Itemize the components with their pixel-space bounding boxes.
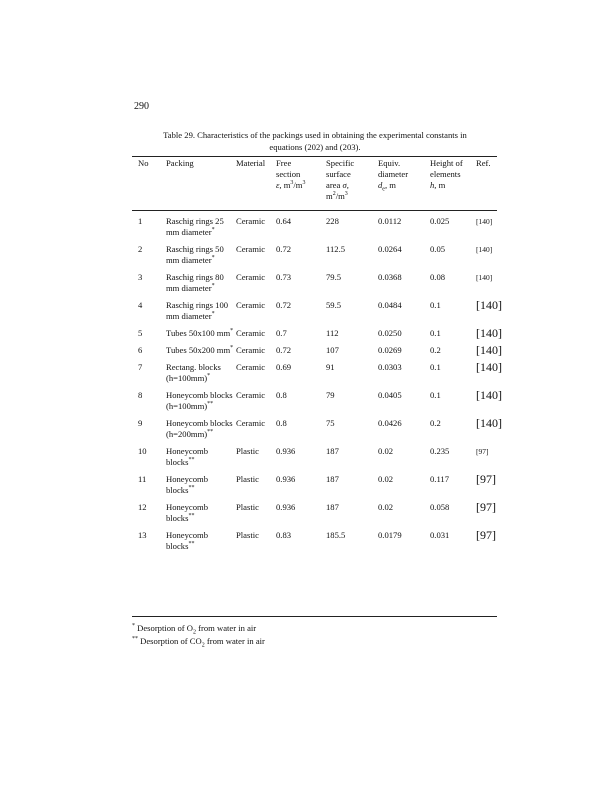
cell-height [430, 356, 476, 384]
cell-free-section-text: 0.73 [276, 272, 292, 282]
table-row [132, 384, 503, 412]
cell-packing-text: Honeycomb blocks [166, 502, 209, 523]
cell-ref-text: [97] [476, 472, 496, 486]
cell-packing-text: Raschig rings 80 mm diameter [166, 272, 224, 293]
cell-free-section-text: 0.72 [276, 300, 292, 310]
cell-equiv-diameter-text: 0.0426 [378, 418, 402, 428]
cell-packing-text: Raschig rings 100 mm diameter [166, 300, 229, 321]
cell-packing [166, 266, 236, 294]
cell-height [430, 496, 476, 524]
cell-material [236, 356, 276, 384]
cell-height [430, 468, 476, 496]
cell-ref-text: [140] [476, 298, 502, 312]
cell-height-text: 0.031 [430, 530, 450, 540]
cell-equiv-diameter-text: 0.0405 [378, 390, 402, 400]
cell-equiv-diameter [378, 322, 430, 339]
header-area-line3: area σ, [326, 180, 349, 190]
cell-packing-text: Rectang. blocks (h=100mm) [166, 362, 221, 383]
cell-specific-area-text: 112 [326, 328, 339, 338]
cell-height-text: 0.1 [430, 328, 441, 338]
header-height [430, 158, 476, 210]
table-body [132, 210, 503, 552]
cell-packing [166, 440, 236, 468]
cell-ref [476, 412, 503, 440]
footnote-mark: ** [188, 457, 195, 464]
footnote-mark: ** [188, 513, 195, 520]
cell-no [132, 322, 166, 339]
cell-specific-area-text: 59.5 [326, 300, 342, 310]
cell-ref-text: [140] [476, 217, 493, 226]
footnote-mark: ** [188, 485, 195, 492]
cell-free-section [276, 440, 326, 468]
header-free-line3 [276, 180, 326, 191]
cell-specific-area-text: 79 [326, 390, 335, 400]
cell-equiv-diameter [378, 384, 430, 412]
cell-material [236, 210, 276, 238]
cell-ref-text: [140] [476, 245, 493, 254]
cell-height-text: 0.058 [430, 502, 450, 512]
table-row [132, 440, 503, 468]
footnote-1-mark: * [132, 623, 135, 630]
cell-no [132, 468, 166, 496]
header-equiv-symbol: d [378, 180, 383, 190]
cell-equiv-diameter-text: 0.0112 [378, 216, 402, 226]
packings-table [132, 158, 503, 552]
caption-line-2: equations (202) and (203). [269, 142, 361, 152]
header-height-line2: elements [430, 169, 461, 179]
header-area-unit2: /m [335, 191, 345, 201]
cell-free-section-text: 0.8 [276, 390, 287, 400]
table-row [132, 294, 503, 322]
cell-material [236, 294, 276, 322]
footnote-2 [132, 635, 265, 648]
table-row [132, 322, 503, 339]
cell-height-text: 0.1 [430, 300, 441, 310]
footnote-1-text-post: from water in air [196, 623, 257, 633]
cell-material [236, 238, 276, 266]
cell-height [430, 384, 476, 412]
cell-ref-text: [97] [476, 528, 496, 542]
footnote-2-mark: ** [132, 636, 138, 643]
cell-free-section-text: 0.83 [276, 530, 292, 540]
cell-packing [166, 412, 236, 440]
cell-no [132, 524, 166, 552]
cell-material-text: Ceramic [236, 244, 266, 254]
cell-ref-text: [140] [476, 326, 502, 340]
cell-equiv-diameter [378, 294, 430, 322]
cell-specific-area-text: 79.5 [326, 272, 342, 282]
cell-ref [476, 356, 503, 384]
header-area-exp2: 3 [344, 191, 348, 198]
cell-free-section [276, 238, 326, 266]
footnote-1 [132, 622, 265, 635]
cell-free-section [276, 524, 326, 552]
cell-height [430, 524, 476, 552]
cell-height-text: 0.2 [430, 345, 441, 355]
cell-equiv-diameter-text: 0.0179 [378, 530, 402, 540]
cell-equiv-diameter [378, 412, 430, 440]
cell-no-text: 10 [138, 446, 147, 456]
cell-packing-text: Honeycomb blocks [166, 446, 209, 467]
cell-packing [166, 496, 236, 524]
cell-equiv-diameter [378, 238, 430, 266]
cell-free-section-text: 0.936 [276, 446, 296, 456]
cell-no [132, 266, 166, 294]
cell-packing [166, 384, 236, 412]
cell-free-section-text: 0.936 [276, 474, 296, 484]
cell-packing-text: Raschig rings 25 mm diameter [166, 216, 224, 237]
header-equiv-line3 [378, 180, 430, 191]
cell-specific-area [326, 468, 378, 496]
header-area-line1: Specific [326, 158, 355, 168]
cell-material [236, 266, 276, 294]
cell-height-text: 0.1 [430, 362, 441, 372]
header-free-symbol: ε [276, 180, 280, 190]
footnote-2-sub: 2 [201, 642, 205, 649]
table-header-row [132, 158, 503, 210]
cell-ref [476, 524, 503, 552]
header-free-unit2: /m [293, 180, 303, 190]
cell-free-section-text: 0.69 [276, 362, 292, 372]
cell-packing [166, 210, 236, 238]
cell-free-section-text: 0.72 [276, 345, 292, 355]
cell-free-section [276, 468, 326, 496]
cell-packing [166, 322, 236, 339]
header-equiv-line1: Equiv. [378, 158, 401, 168]
cell-ref [476, 266, 503, 294]
cell-specific-area [326, 384, 378, 412]
cell-free-section-text: 0.936 [276, 502, 296, 512]
cell-specific-area [326, 266, 378, 294]
cell-ref-text: [97] [476, 500, 496, 514]
cell-no [132, 412, 166, 440]
header-area-exp1: 2 [332, 191, 336, 198]
cell-specific-area [326, 339, 378, 356]
cell-material-text: Ceramic [236, 300, 266, 310]
cell-material-text: Ceramic [236, 328, 266, 338]
header-height-line1: Height of [430, 158, 463, 168]
table-row [132, 468, 503, 496]
header-free-line2: section [276, 169, 301, 179]
cell-specific-area [326, 440, 378, 468]
cell-free-section-text: 0.7 [276, 328, 287, 338]
cell-no-text: 8 [138, 390, 143, 400]
cell-specific-area [326, 412, 378, 440]
cell-ref [476, 468, 503, 496]
cell-free-section [276, 412, 326, 440]
cell-no-text: 5 [138, 328, 143, 338]
cell-height [430, 266, 476, 294]
cell-free-section [276, 266, 326, 294]
cell-material [236, 384, 276, 412]
cell-free-section [276, 356, 326, 384]
footnote-2-text-pre: Desorption of CO [140, 636, 202, 646]
header-material: Material [236, 158, 266, 168]
cell-material-text: Ceramic [236, 272, 266, 282]
cell-height [430, 440, 476, 468]
cell-specific-area-text: 75 [326, 418, 335, 428]
cell-no-text: 7 [138, 362, 143, 372]
header-equiv-diameter [378, 158, 430, 210]
cell-no-text: 6 [138, 345, 143, 355]
cell-packing-text: Honeycomb blocks (h=200mm) [166, 418, 233, 439]
cell-no-text: 13 [138, 530, 147, 540]
footnote-1-text-pre: Desorption of O [137, 623, 194, 633]
header-equiv-sub: e [382, 186, 385, 193]
table-top-rule [132, 156, 497, 157]
header-specific-area [326, 158, 378, 210]
cell-equiv-diameter-text: 0.0484 [378, 300, 402, 310]
cell-equiv-diameter-text: 0.0269 [378, 345, 402, 355]
cell-ref-text: [140] [476, 360, 502, 374]
table-bottom-rule [132, 616, 497, 617]
cell-equiv-diameter-text: 0.02 [378, 446, 394, 456]
cell-ref [476, 210, 503, 238]
cell-material [236, 496, 276, 524]
cell-equiv-diameter-text: 0.0303 [378, 362, 402, 372]
header-equiv-unit: , m [384, 180, 396, 190]
cell-no [132, 238, 166, 266]
header-height-symbol: h [430, 180, 435, 190]
cell-packing [166, 356, 236, 384]
cell-specific-area [326, 524, 378, 552]
table-row [132, 524, 503, 552]
cell-free-section-text: 0.8 [276, 418, 287, 428]
cell-height-text: 0.2 [430, 418, 441, 428]
cell-equiv-diameter-text: 0.02 [378, 474, 394, 484]
cell-no-text: 11 [138, 474, 147, 484]
cell-specific-area-text: 187 [326, 474, 339, 484]
table-row [132, 412, 503, 440]
footnote-mark: * [211, 311, 215, 318]
cell-free-section-text: 0.64 [276, 216, 292, 226]
header-height-line3 [430, 180, 476, 191]
cell-equiv-diameter [378, 339, 430, 356]
cell-equiv-diameter [378, 266, 430, 294]
cell-material [236, 524, 276, 552]
cell-no [132, 356, 166, 384]
cell-packing-text: Raschig rings 50 mm diameter [166, 244, 224, 265]
table-row [132, 210, 503, 238]
cell-ref-text: [140] [476, 273, 493, 282]
header-free-line1: Free [276, 158, 292, 168]
footnotes [132, 622, 265, 648]
cell-height [430, 210, 476, 238]
header-area-label: area [326, 180, 343, 190]
cell-specific-area-text: 185.5 [326, 530, 346, 540]
cell-equiv-diameter-text: 0.02 [378, 502, 394, 512]
header-no: No [138, 158, 149, 168]
cell-packing [166, 294, 236, 322]
cell-specific-area [326, 322, 378, 339]
cell-specific-area [326, 238, 378, 266]
cell-height-text: 0.1 [430, 390, 441, 400]
cell-specific-area [326, 210, 378, 238]
cell-specific-area-text: 228 [326, 216, 339, 226]
cell-specific-area-text: 187 [326, 446, 339, 456]
footnote-mark: * [211, 255, 215, 262]
cell-height [430, 339, 476, 356]
header-area-line2: surface [326, 169, 351, 179]
cell-material-text: Ceramic [236, 216, 266, 226]
cell-packing [166, 339, 236, 356]
header-free-exp2: 3 [302, 180, 306, 187]
cell-equiv-diameter [378, 356, 430, 384]
cell-no [132, 496, 166, 524]
footnote-mark: * [211, 227, 215, 234]
header-area-symbol: σ [342, 180, 347, 190]
cell-ref [476, 294, 503, 322]
cell-height-text: 0.117 [430, 474, 450, 484]
cell-specific-area [326, 496, 378, 524]
cell-specific-area-text: 187 [326, 502, 339, 512]
cell-material [236, 468, 276, 496]
cell-free-section [276, 322, 326, 339]
cell-height-text: 0.235 [430, 446, 450, 456]
cell-no [132, 440, 166, 468]
cell-height [430, 322, 476, 339]
cell-packing-text: Tubes 50x100 mm [166, 328, 231, 338]
footnote-mark: * [207, 373, 211, 380]
cell-specific-area [326, 356, 378, 384]
header-ref: Ref. [476, 158, 491, 168]
cell-material-text: Plastic [236, 530, 259, 540]
cell-no [132, 339, 166, 356]
cell-packing [166, 524, 236, 552]
cell-height [430, 294, 476, 322]
cell-specific-area [326, 294, 378, 322]
cell-material-text: Ceramic [236, 418, 266, 428]
cell-height [430, 412, 476, 440]
cell-no-text: 9 [138, 418, 143, 428]
cell-material [236, 412, 276, 440]
cell-equiv-diameter [378, 468, 430, 496]
cell-packing [166, 468, 236, 496]
table-row [132, 496, 503, 524]
table-caption [150, 129, 480, 153]
table-row [132, 356, 503, 384]
cell-material-text: Ceramic [236, 390, 266, 400]
cell-specific-area-text: 112.5 [326, 244, 346, 254]
cell-packing-text: Tubes 50x200 mm [166, 345, 231, 355]
cell-no-text: 4 [138, 300, 143, 310]
header-free-exp1: 3 [290, 180, 294, 187]
header-free-unit: , m [279, 180, 291, 190]
cell-no-text: 2 [138, 244, 143, 254]
cell-equiv-diameter-text: 0.0250 [378, 328, 402, 338]
cell-material-text: Plastic [236, 446, 259, 456]
cell-ref [476, 496, 503, 524]
cell-equiv-diameter [378, 210, 430, 238]
footnote-mark: ** [207, 429, 214, 436]
cell-packing-text: Honeycomb blocks (h=100mm) [166, 390, 233, 411]
footnote-2-text-post: from water in air [204, 636, 265, 646]
cell-material-text: Ceramic [236, 345, 266, 355]
cell-specific-area-text: 91 [326, 362, 335, 372]
cell-no [132, 210, 166, 238]
cell-free-section [276, 210, 326, 238]
cell-material-text: Ceramic [236, 362, 266, 372]
cell-material [236, 339, 276, 356]
cell-ref [476, 440, 503, 468]
table-row [132, 339, 503, 356]
cell-equiv-diameter-text: 0.0368 [378, 272, 402, 282]
cell-height-text: 0.05 [430, 244, 446, 254]
cell-ref [476, 339, 503, 356]
cell-no-text: 12 [138, 502, 147, 512]
cell-height [430, 238, 476, 266]
cell-free-section [276, 384, 326, 412]
footnote-1-sub: 2 [193, 629, 197, 636]
cell-no [132, 294, 166, 322]
header-equiv-line2: diameter [378, 169, 409, 179]
cell-material [236, 440, 276, 468]
cell-packing-text: Honeycomb blocks [166, 530, 209, 551]
cell-free-section-text: 0.72 [276, 244, 292, 254]
cell-ref-text: [140] [476, 416, 502, 430]
cell-free-section [276, 339, 326, 356]
footnote-mark: ** [188, 541, 195, 548]
footnote-mark: * [211, 283, 215, 290]
cell-specific-area-text: 107 [326, 345, 339, 355]
cell-ref [476, 238, 503, 266]
cell-material-text: Plastic [236, 474, 259, 484]
footnote-mark: * [230, 328, 234, 335]
cell-equiv-diameter [378, 440, 430, 468]
cell-no-text: 1 [138, 216, 143, 226]
header-free-section [276, 158, 326, 210]
footnote-mark: * [230, 345, 234, 352]
cell-height-text: 0.08 [430, 272, 446, 282]
cell-no-text: 3 [138, 272, 143, 282]
cell-packing [166, 238, 236, 266]
cell-ref-text: [140] [476, 388, 502, 402]
cell-height-text: 0.025 [430, 216, 450, 226]
cell-equiv-diameter-text: 0.0264 [378, 244, 402, 254]
cell-material [236, 322, 276, 339]
cell-free-section [276, 496, 326, 524]
cell-ref [476, 384, 503, 412]
page-number: 290 [134, 101, 149, 112]
table-row [132, 238, 503, 266]
cell-material-text: Plastic [236, 502, 259, 512]
cell-equiv-diameter [378, 524, 430, 552]
footnote-mark: ** [207, 401, 214, 408]
header-height-unit: , m [434, 180, 446, 190]
caption-line-1: Table 29. Characteristics of the packings used in obtaining the experimental constants in [163, 130, 467, 140]
header-area-unit: m [326, 191, 333, 201]
cell-ref [476, 322, 503, 339]
cell-free-section [276, 294, 326, 322]
cell-no [132, 384, 166, 412]
cell-equiv-diameter [378, 496, 430, 524]
header-packing: Packing [166, 158, 194, 168]
cell-ref-text: [140] [476, 343, 502, 357]
cell-ref-text: [97] [476, 447, 489, 456]
cell-packing-text: Honeycomb blocks [166, 474, 209, 495]
table-row [132, 266, 503, 294]
header-area-line4 [326, 191, 378, 202]
